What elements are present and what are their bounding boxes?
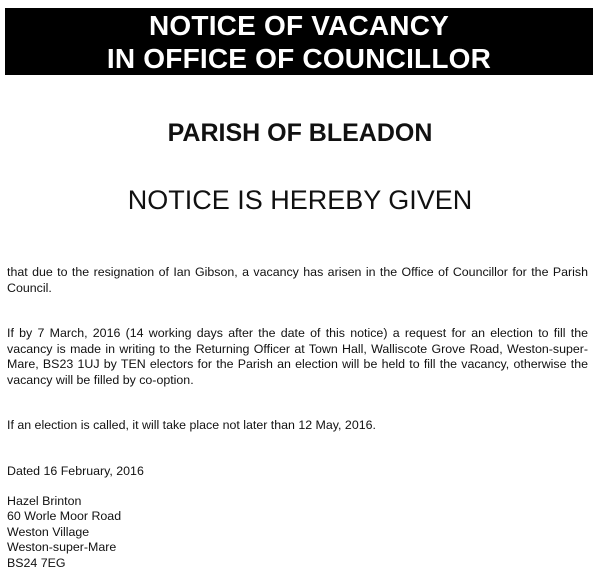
signature-block [7, 494, 121, 571]
address-line: Weston Village [7, 524, 90, 539]
address-line: Weston-super-Mare [7, 540, 117, 555]
paragraph-resignation: that due to the resignation of Ian Gibson, a vacancy has arisen in the Office of Councillor for the Parish Council. [7, 265, 588, 295]
parish-heading: PARISH OF BLEADON [167, 119, 433, 147]
title-line-1: NOTICE OF VACANCY [149, 10, 449, 41]
title-line-2: IN OFFICE OF COUNCILLOR [106, 43, 492, 74]
title-banner [5, 8, 593, 75]
address-line: 60 Worle Moor Road [7, 509, 122, 524]
paragraph-election-date: If an election is called, it will take place not later than 12 May, 2016. [7, 418, 376, 432]
signatory-name: Hazel Brinton [7, 494, 82, 508]
paragraph-election-request: If by 7 March, 2016 (14 working days after the date of this notice) a request for an election to fill the vacancy is made in writing to the Returning Officer at Town Hall, Walliscote Grove Road, Weston-super-Mare, BS23 1UJ by TEN electors for the Parish an election will be held to fill the vacancy, otherwise the vacancy will be filled by co-option. [7, 326, 588, 387]
notice-heading: NOTICE IS HEREBY GIVEN [127, 185, 473, 215]
dated-line: Dated 16 February, 2016 [7, 464, 144, 478]
address-line: BS24 7EG [7, 555, 66, 570]
